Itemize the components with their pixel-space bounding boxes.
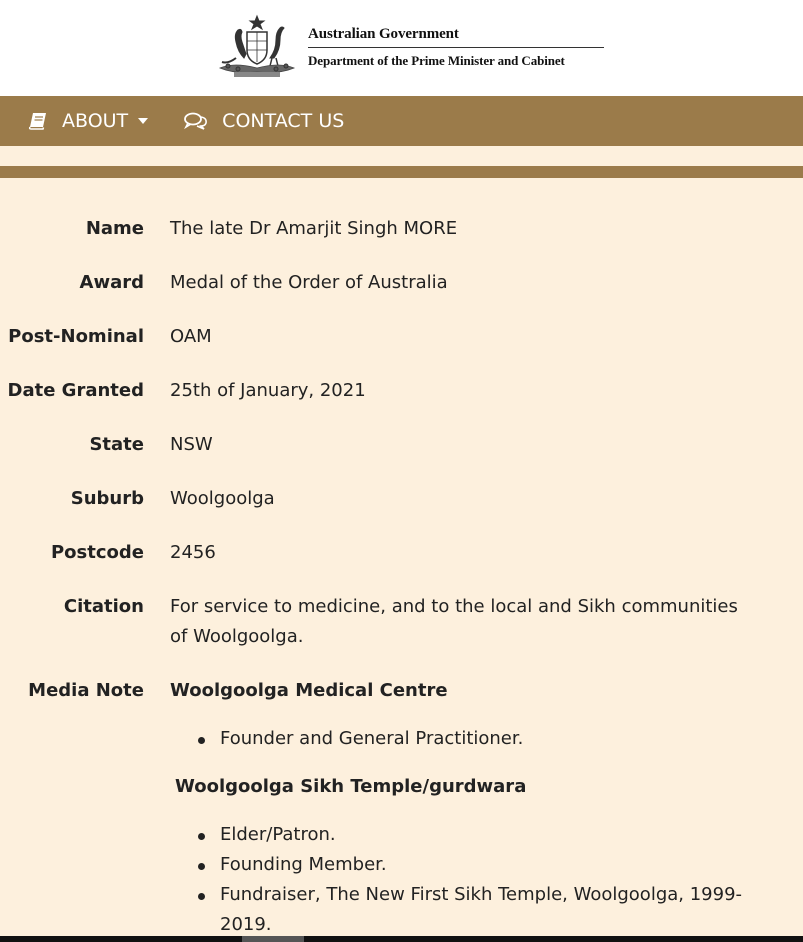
award-details: [0, 178, 803, 940]
detail-row-suburb: [0, 484, 803, 538]
list-item: Founding Member.: [170, 850, 760, 880]
detail-row-state: [0, 430, 803, 484]
main-navbar: [0, 96, 803, 146]
detail-value: NSW: [170, 434, 213, 455]
detail-value: The late Dr Amarjit Singh MORE: [170, 218, 458, 239]
detail-label: Postcode: [50, 542, 144, 563]
coat-of-arms-icon: [214, 14, 300, 80]
media-list: [170, 724, 760, 754]
detail-value: Woolgoolga: [170, 488, 275, 509]
detail-row-date-granted: [0, 376, 803, 430]
government-wordmark: [308, 26, 604, 69]
spacer: [0, 146, 803, 166]
site-header: [0, 0, 803, 96]
detail-row-award: [0, 268, 803, 322]
logo-line-1: Australian Government: [308, 26, 604, 48]
detail-value: For service to medicine, and to the local and Sikh communities of Woolgoolga.: [170, 596, 738, 647]
detail-row-media-note: [0, 676, 803, 940]
detail-label: State: [89, 434, 144, 455]
detail-label: Citation: [63, 596, 144, 617]
detail-row-citation: [0, 592, 803, 676]
nav-about-label: ABOUT: [62, 110, 129, 132]
detail-row-post-nominal: [0, 322, 803, 376]
detail-label: Name: [85, 218, 144, 239]
detail-row-postcode: [0, 538, 803, 592]
media-heading: Woolgoolga Medical Centre: [170, 680, 448, 701]
government-logo[interactable]: [214, 14, 614, 80]
list-item: Founder and General Practitioner.: [170, 724, 760, 754]
media-list: [170, 820, 760, 940]
list-item: Elder/Patron.: [170, 820, 760, 850]
detail-label: Award: [79, 272, 144, 293]
logo-line-2: Department of the Prime Minister and Cabinet: [308, 52, 565, 68]
detail-label: Suburb: [70, 488, 144, 509]
detail-row-name: [0, 214, 803, 268]
detail-label: Media Note: [28, 680, 144, 701]
chat-bubbles-icon: [184, 112, 208, 130]
chevron-down-icon: [138, 118, 148, 124]
scrollbar-thumb[interactable]: [242, 936, 304, 942]
detail-value: OAM: [170, 326, 212, 347]
nav-item-about[interactable]: [28, 110, 148, 132]
detail-label: Date Granted: [7, 380, 144, 401]
divider-stripe: [0, 166, 803, 178]
list-item: Fundraiser, The New First Sikh Temple, Woolgoolga, 1999-2019.: [170, 880, 760, 940]
book-icon: [28, 112, 48, 130]
detail-label: Post-Nominal: [8, 326, 144, 347]
detail-value: Medal of the Order of Australia: [170, 272, 448, 293]
media-heading: Woolgoolga Sikh Temple/gurdwara: [175, 776, 527, 797]
horizontal-scrollbar[interactable]: [0, 936, 803, 942]
nav-contact-label: CONTACT US: [222, 110, 345, 132]
detail-value: 2456: [170, 542, 216, 563]
detail-value: 25th of January, 2021: [170, 380, 366, 401]
media-note-content: [170, 676, 760, 940]
nav-item-contact-us[interactable]: [184, 110, 344, 132]
